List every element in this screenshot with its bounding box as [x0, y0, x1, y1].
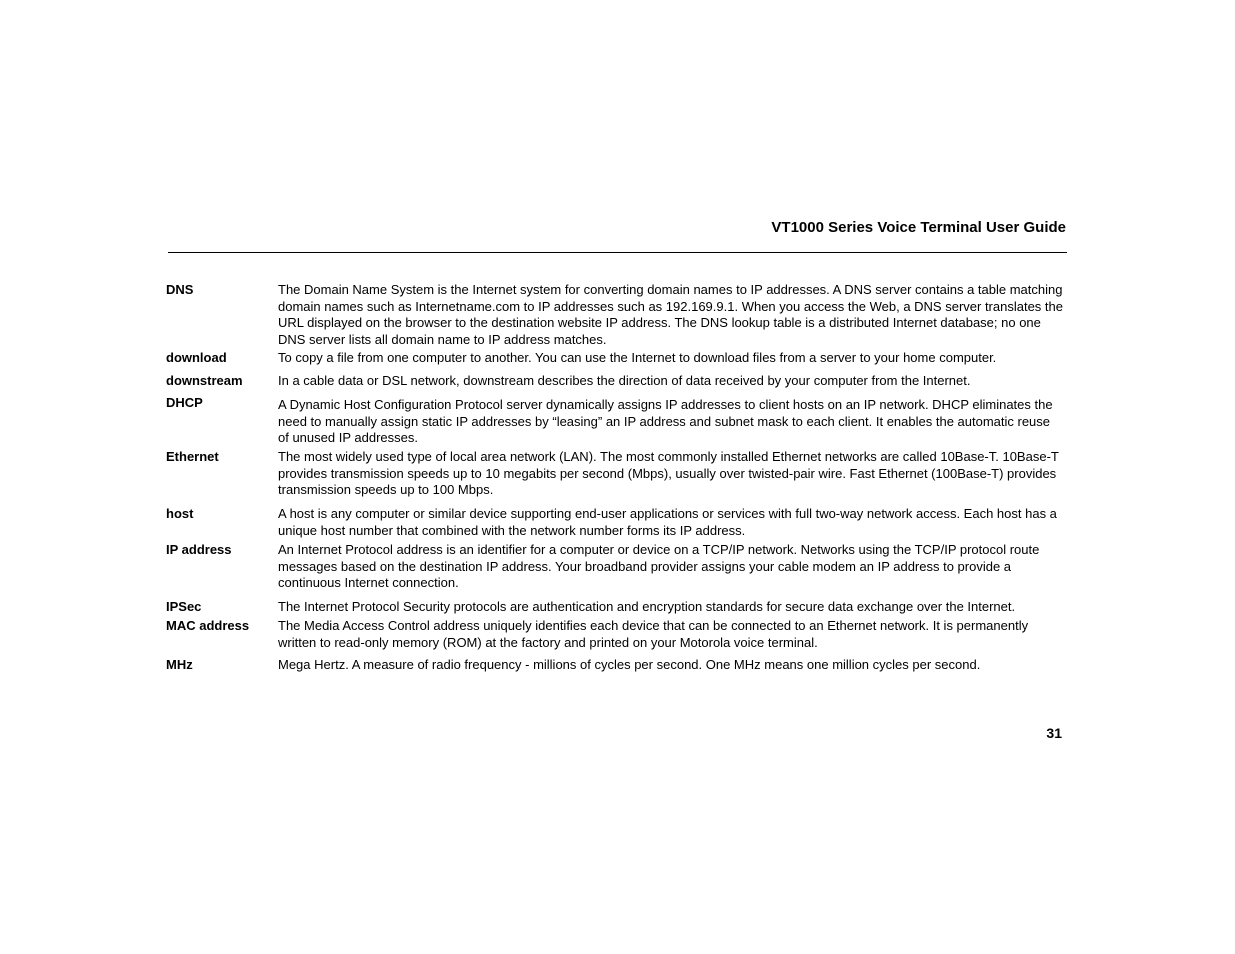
glossary-definition: In a cable data or DSL network, downstream describes the direction of data received by your computer from the Internet.: [278, 373, 971, 388]
glossary-term: DNS: [166, 282, 194, 297]
glossary-term: DHCP: [166, 395, 203, 410]
glossary-term: MAC address: [166, 618, 250, 633]
glossary-definition: An Internet Protocol address is an identifier for a computer or device on a TCP/IP network. Networks using the TCP/IP protocol route messages based on the destination IP address. Your broadband provider assigns your cable modem an IP address to provide a continuous Internet connection.: [278, 542, 1040, 590]
glossary-definition: To copy a file from one computer to another. You can use the Internet to download files from a server to your home computer.: [278, 350, 997, 365]
glossary-definition: The Internet Protocol Security protocols are authentication and encryption standards for secure data exchange over the Internet.: [278, 599, 1016, 614]
glossary-definition: Mega Hertz. A measure of radio frequency - millions of cycles per second. One MHz means one million cycles per second.: [278, 657, 981, 672]
glossary-term: IPSec: [166, 599, 202, 614]
glossary-term: host: [166, 506, 194, 521]
glossary-definition: The Domain Name System is the Internet system for converting domain names to IP addresses. A DNS server contains a table matching domain names such as Internetname.com to IP addresses such as 192.169.9.1. When you access the Web, a DNS server translates the URL displayed on the browser to the destination website IP address. The DNS lookup table is a distributed Internet database; no one DNS server lists all domain name to IP address matches.: [278, 282, 1063, 347]
glossary-term: downstream: [166, 373, 243, 388]
glossary-term: IP address: [166, 542, 232, 557]
glossary-term: download: [166, 350, 227, 365]
glossary-term: Ethernet: [166, 449, 219, 464]
header-divider: [168, 252, 1067, 253]
glossary-definition: A Dynamic Host Configuration Protocol server dynamically assigns IP addresses to client hosts on an IP network. DHCP eliminates the need to manually assign static IP addresses by “leasing” an IP address and subnet mask to each client. It enables the automatic reuse of unused IP addresses.: [278, 397, 1053, 445]
glossary-definition: The most widely used type of local area network (LAN). The most commonly installed Ethernet networks are called 10Base-T. 10Base-T provides transmission speeds up to 10 megabits per second (Mbps), usually over twisted-pair wire. Fast Ethernet (100Base-T) provides transmission speeds up to 100 Mbps.: [278, 449, 1059, 497]
glossary-term: MHz: [166, 657, 193, 672]
page-header-title: VT1000 Series Voice Terminal User Guide: [771, 219, 1066, 236]
page-number: 31: [1046, 725, 1062, 741]
glossary-definition: The Media Access Control address uniquely identifies each device that can be connected to an Ethernet network. It is permanently written to read-only memory (ROM) at the factory and printed on your Motorola voice terminal.: [278, 618, 1029, 650]
glossary-definition: A host is any computer or similar device supporting end-user applications or services with full two-way network access. Each host has a unique host number that combined with the network number forms its IP address.: [278, 506, 1057, 538]
